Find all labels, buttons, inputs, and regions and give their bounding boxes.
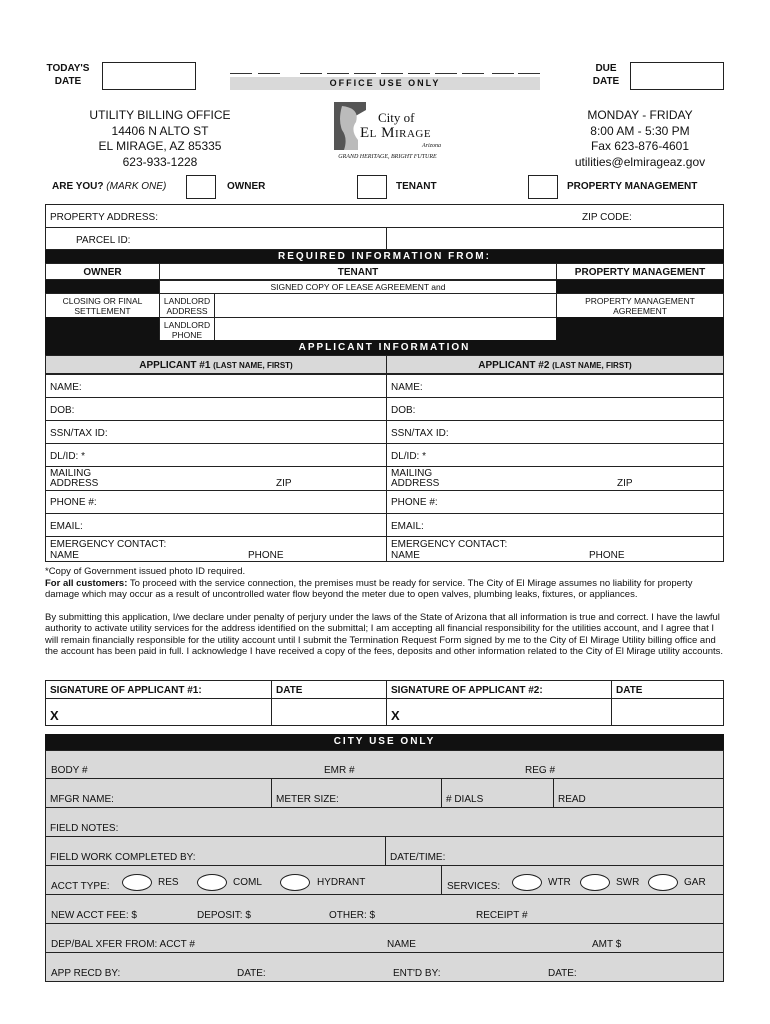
todays-date-label: TODAY'S DATE (46, 63, 90, 87)
applicant-2-ssn[interactable]: SSN/TAX ID: (386, 420, 724, 444)
logo-state: Arizona (422, 143, 442, 149)
applicant-2-phone[interactable]: PHONE #: (386, 490, 724, 514)
wtr-checkbox[interactable] (512, 874, 542, 891)
coml-label: COML (233, 877, 262, 888)
applicant-2-name[interactable]: NAME: (386, 374, 724, 398)
city-row-body (45, 750, 724, 779)
required-info-header: REQUIRED INFORMATION FROM: (45, 250, 724, 264)
body-label: BODY # (51, 765, 88, 776)
fees-row[interactable] (45, 894, 724, 924)
emr-label: EMR # (324, 765, 355, 776)
required-tenant-col: TENANT (159, 263, 557, 280)
app-recd-date-label: DATE: (237, 968, 266, 979)
date-time-field[interactable]: DATE/TIME: (385, 836, 724, 866)
other-label: OTHER: $ (329, 910, 376, 921)
tenant-option-label: TENANT (396, 181, 437, 192)
mfgr-field[interactable]: MFGR NAME: (45, 778, 272, 808)
closing-statement-req: CLOSING OR FINAL SETTLEMENT (45, 293, 160, 318)
applicant-1-emergency[interactable]: EMERGENCY CONTACT: NAME PHONE (45, 536, 387, 562)
read-field[interactable]: READ (553, 778, 724, 808)
todays-date-input[interactable] (102, 62, 196, 90)
due-date-input[interactable] (630, 62, 724, 90)
wtr-label: WTR (548, 877, 571, 888)
parcel-id-extra[interactable] (386, 227, 724, 250)
city-logo (330, 100, 445, 166)
signature-1-input[interactable]: X (45, 698, 272, 726)
applicant-2-email[interactable]: EMAIL: (386, 513, 724, 537)
landlord-phone-label: LANDLORD PHONE (159, 317, 215, 341)
office-address: UTILITY BILLING OFFICE 14406 N ALTO ST EL MIRAGE, AZ 85335 623-933-1228 (89, 108, 231, 169)
signature-1-date-label: DATE (271, 680, 387, 699)
services-row (441, 865, 724, 895)
hydrant-radio[interactable] (280, 874, 310, 891)
res-label: RES (158, 877, 179, 888)
pm-dark-band-2 (556, 317, 724, 340)
logo-city-of: City of (378, 110, 415, 125)
owner-dark-band (45, 280, 160, 293)
pm-agreement-req: PROPERTY MANAGEMENT AGREEMENT (556, 293, 724, 318)
notes-block (45, 566, 725, 658)
applicant-2-emergency[interactable]: EMERGENCY CONTACT: NAME PHONE (386, 536, 724, 562)
owner-checkbox[interactable] (186, 175, 216, 199)
gar-label: GAR (684, 877, 706, 888)
services-label: SERVICES: (447, 881, 501, 892)
signature-2-date-label: DATE (611, 680, 724, 699)
applicant-2-dob[interactable]: DOB: (386, 397, 724, 421)
acct-type-label: ACCT TYPE: (51, 881, 110, 892)
swr-checkbox[interactable] (580, 874, 610, 891)
app-recd-row[interactable] (45, 952, 724, 982)
signature-2-input[interactable]: X (386, 698, 612, 726)
office-hours: MONDAY - FRIDAY 8:00 AM - 5:30 PM Fax 623-876-4601 utilities@elmirageaz.gov (574, 108, 706, 169)
landlord-phone-input[interactable] (214, 317, 557, 341)
signed-copy-note: SIGNED COPY OF LEASE AGREEMENT and (159, 280, 557, 294)
city-use-header: CITY USE ONLY (45, 734, 724, 750)
applicant-2-zip-label: ZIP (617, 478, 633, 489)
deposit-label: DEPOSIT: $ (197, 910, 251, 921)
signature-1-label: SIGNATURE OF APPLICANT #1: (45, 680, 272, 699)
coml-radio[interactable] (197, 874, 227, 891)
res-radio[interactable] (122, 874, 152, 891)
amt-label: AMT $ (592, 939, 622, 950)
applicant-1-email[interactable]: EMAIL: (45, 513, 387, 537)
dials-field[interactable]: # DIALS (441, 778, 554, 808)
new-acct-fee-label: NEW ACCT FEE: $ (51, 910, 137, 921)
gar-checkbox[interactable] (648, 874, 678, 891)
logo-tagline: GRAND HERITAGE, BRIGHT FUTURE (338, 154, 437, 160)
signature-2-date-input[interactable] (611, 698, 724, 726)
property-management-checkbox[interactable] (528, 175, 558, 199)
applicant-1-phone[interactable]: PHONE #: (45, 490, 387, 514)
entd-date-label: DATE: (548, 968, 577, 979)
entd-by-label: ENT'D BY: (393, 968, 441, 979)
applicant-2-emergency-phone-label: PHONE (589, 550, 625, 561)
applicant-1-emergency-phone-label: PHONE (248, 550, 284, 561)
applicant-2-dl[interactable]: DL/ID: * (386, 443, 724, 467)
tenant-checkbox[interactable] (357, 175, 387, 199)
applicant-2-mailing[interactable]: MAILING ADDRESS ZIP (386, 466, 724, 491)
acct-type-row (45, 865, 442, 895)
zip-code-label: ZIP CODE: (582, 212, 632, 223)
applicant-1-name[interactable]: NAME: (45, 374, 387, 398)
required-pm-col: PROPERTY MANAGEMENT (556, 263, 724, 280)
all-customers-note: For all customers: To proceed with the service connection, the premises must be ready for service. The City of El Mirage assumes no liability for property damage which may occur as a result of uncontrolled water flow beyond the meter due to open valves, plumbing leaks, fixtures, or appliances. (45, 577, 693, 600)
due-date-label: DUE DATE (592, 63, 620, 87)
landlord-address-label: LANDLORD ADDRESS (159, 293, 215, 318)
reg-label: REG # (525, 765, 556, 776)
declaration-note: By submitting this application, I/we declare under penalty of perjury under the laws of the State of Arizona that all information is true and correct. I have the lawful authority to activate utility services for the address identified on the submittal; I am accepting all financial responsibility for the utilities account, and I agree that I will remain financially responsible for the utility account until I submit the Termination Request Form signed by me to the City of El Mirage Utility billing office and the account has been paid in full. I acknowledge I have received a copy of the fees, deposits and other information related to the City of El Mirage utility accounts. (45, 611, 724, 657)
owner-option-label: OWNER (227, 181, 266, 192)
pm-dark-band (556, 280, 724, 293)
applicant-1-zip-label: ZIP (276, 478, 292, 489)
photo-id-note: *Copy of Government issued photo ID required. (45, 566, 246, 577)
owner-dark-band-2 (45, 317, 160, 340)
parcel-id-field[interactable]: PARCEL ID: (45, 227, 387, 250)
applicant-1-title: APPLICANT #1 (LAST NAME, FIRST) (45, 355, 387, 374)
applicant-1-ssn[interactable]: SSN/TAX ID: (45, 420, 387, 444)
applicant-info-header: APPLICANT INFORMATION (45, 340, 724, 355)
property-address-field[interactable]: PROPERTY ADDRESS: ZIP CODE: (45, 204, 724, 228)
hydrant-label: HYDRANT (317, 877, 366, 888)
property-management-option-label: PROPERTY MANAGEMENT (567, 181, 698, 192)
dep-bal-row[interactable] (45, 923, 724, 953)
app-recd-label: APP RECD BY: (51, 968, 121, 979)
logo-el-mirage: El Mirage (360, 125, 432, 141)
landlord-address-input[interactable] (214, 293, 557, 318)
office-use-only-label: OFFICE USE ONLY (230, 77, 540, 90)
field-work-field[interactable]: FIELD WORK COMPLETED BY: (45, 836, 386, 866)
xfer-name-label: NAME (387, 939, 416, 950)
are-you-label: ARE YOU? (MARK ONE) (52, 181, 167, 192)
required-owner-col: OWNER (45, 263, 160, 280)
meter-size-field[interactable]: METER SIZE: (271, 778, 442, 808)
swr-label: SWR (616, 877, 640, 888)
applicant-1-dob[interactable]: DOB: (45, 397, 387, 421)
dep-bal-label: DEP/BAL XFER FROM: ACCT # (51, 939, 195, 950)
signature-1-date-input[interactable] (271, 698, 387, 726)
receipt-label: RECEIPT # (476, 910, 528, 921)
applicant-2-title: APPLICANT #2 (LAST NAME, FIRST) (386, 355, 724, 374)
signature-2-label: SIGNATURE OF APPLICANT #2: (386, 680, 612, 699)
applicant-1-dl[interactable]: DL/ID: * (45, 443, 387, 467)
applicant-1-mailing[interactable]: MAILING ADDRESS ZIP (45, 466, 387, 491)
field-notes-field[interactable]: FIELD NOTES: (45, 807, 724, 837)
